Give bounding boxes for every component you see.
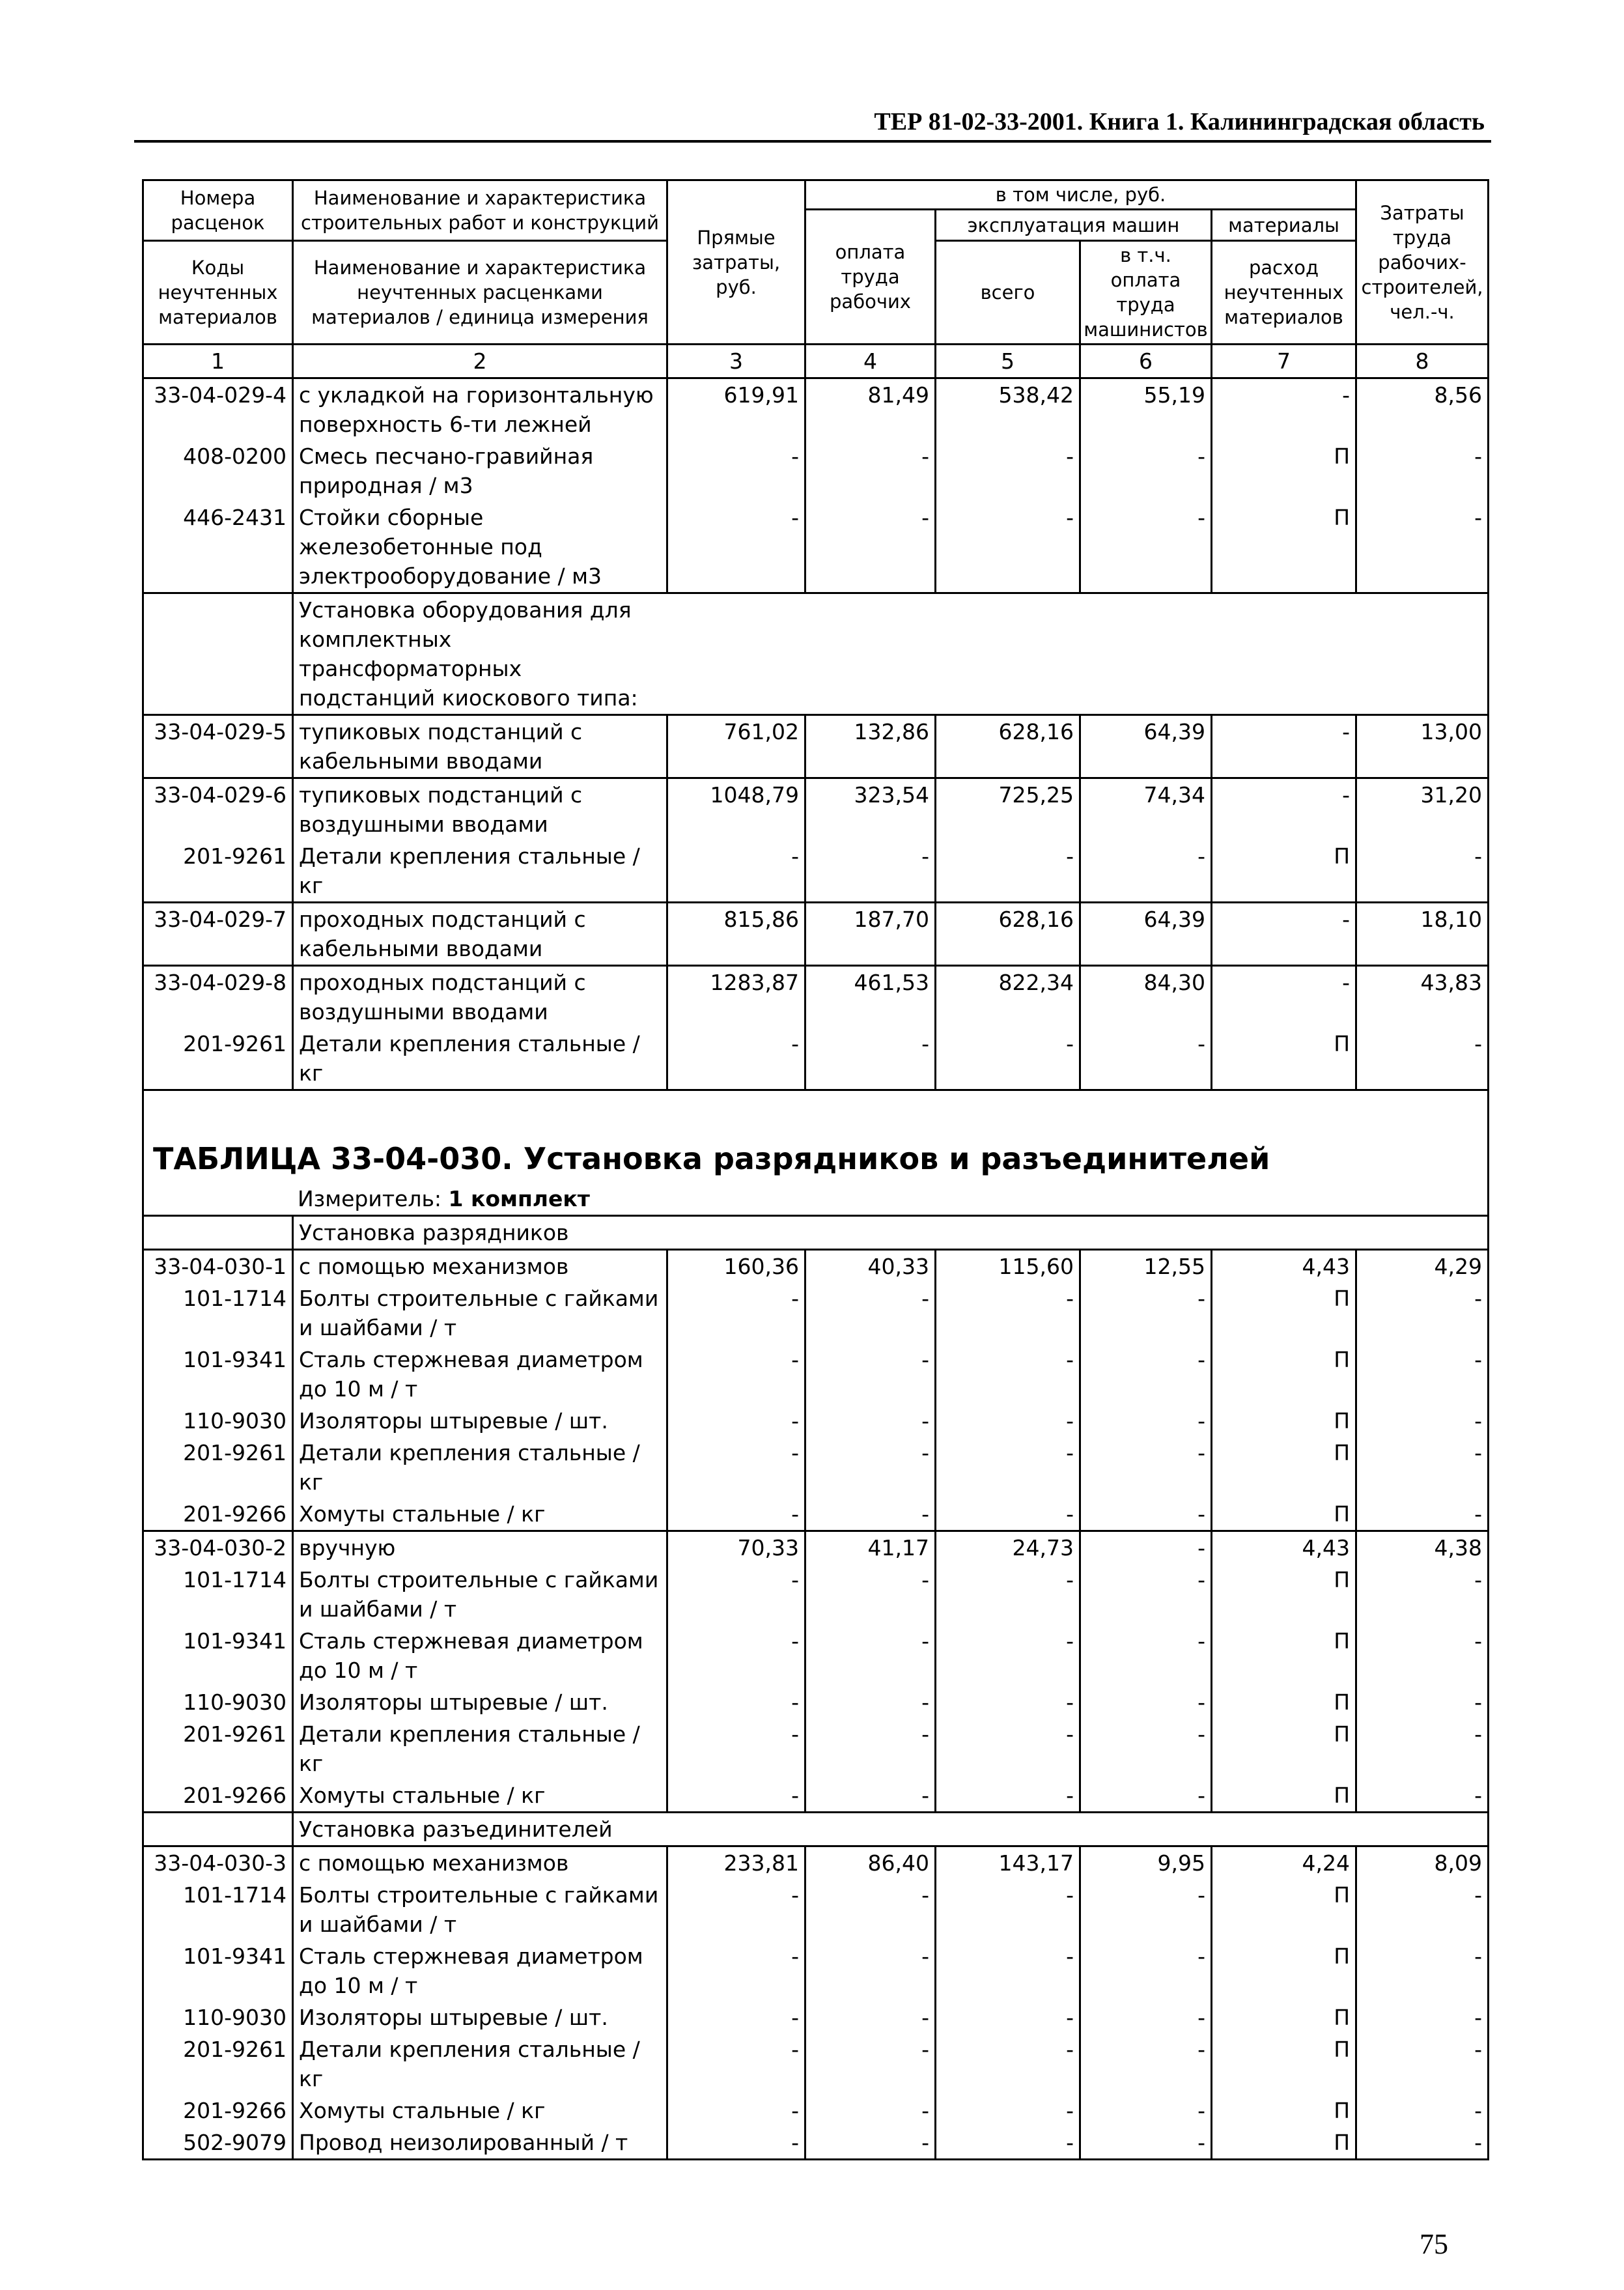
row-materials-unaccounted: - (1212, 715, 1356, 778)
row-machine-labor: - (1080, 1344, 1212, 1405)
row-name: Детали крепления стальные / кг (293, 2033, 667, 2095)
row-machine-labor: - (1080, 1437, 1212, 1498)
row-name: Детали крепления стальные / кг (293, 1437, 667, 1498)
row-materials-unaccounted: П (1212, 1028, 1356, 1090)
row-labor-pay: - (805, 502, 936, 593)
row-materials-unaccounted: П (1212, 1879, 1356, 1940)
row-labor-pay: 132,86 (805, 715, 936, 778)
row-machine-labor: - (1080, 502, 1212, 593)
row-direct-cost: - (667, 2033, 805, 2095)
row-machine-labor: - (1080, 1718, 1212, 1779)
table-row (143, 2033, 1489, 2095)
row-labor-pay: - (805, 1344, 936, 1405)
row-code: 201-9261 (143, 1028, 293, 1090)
row-labor-pay: - (805, 1779, 936, 1813)
table-row (143, 840, 1489, 903)
col-machines-total: всего (936, 241, 1080, 345)
row-name: с помощью механизмов (293, 1250, 667, 1283)
row-machine-total: - (936, 1940, 1080, 2001)
row-code: 110-9030 (143, 2001, 293, 2033)
header-rule (134, 140, 1491, 143)
row-machine-total: 822,34 (936, 966, 1080, 1028)
row-direct-cost: 233,81 (667, 1846, 805, 1880)
row-code: 101-9341 (143, 1625, 293, 1686)
row-labor-pay: - (805, 1564, 936, 1625)
row-direct-cost: - (667, 1686, 805, 1718)
row-direct-cost: - (667, 1779, 805, 1813)
row-code: 502-9079 (143, 2127, 293, 2160)
row-materials-unaccounted: 4,24 (1212, 1846, 1356, 1880)
table-row (143, 1779, 1489, 1813)
row-labor-pay: 81,49 (805, 378, 936, 441)
row-name: с укладкой на горизонтальную поверхность 6-ти лежней (293, 378, 667, 441)
row-labor-pay: - (805, 440, 936, 502)
row-labor-hours: - (1356, 1564, 1489, 1625)
row-name: с помощью механизмов (293, 1846, 667, 1880)
row-machine-labor: - (1080, 1028, 1212, 1090)
row-labor-hours: - (1356, 1028, 1489, 1090)
row-materials-unaccounted: П (1212, 1718, 1356, 1779)
row-direct-cost: - (667, 1625, 805, 1686)
table-row (143, 966, 1489, 1028)
row-machine-labor: - (1080, 2033, 1212, 2095)
row-machine-total: 725,25 (936, 778, 1080, 841)
table-row (143, 1940, 1489, 2001)
row-materials-unaccounted: - (1212, 378, 1356, 441)
row-materials-unaccounted: 4,43 (1212, 1250, 1356, 1283)
row-direct-cost: - (667, 502, 805, 593)
table-title-cell (143, 1090, 1489, 1216)
row-code: 33-04-030-1 (143, 1250, 293, 1283)
row-machine-labor: - (1080, 840, 1212, 903)
row-machine-labor: 55,19 (1080, 378, 1212, 441)
row-name: Сталь стержневая диаметром до 10 м / т (293, 1625, 667, 1686)
row-labor-pay: - (805, 1282, 936, 1344)
row-labor-hours: - (1356, 1718, 1489, 1779)
row-labor-hours: - (1356, 1779, 1489, 1813)
table-row (143, 440, 1489, 502)
column-number: 5 (936, 345, 1080, 378)
row-direct-cost: 160,36 (667, 1250, 805, 1283)
table-row (143, 2001, 1489, 2033)
row-name: Хомуты стальные / кг (293, 1498, 667, 1531)
row-machine-labor: 9,95 (1080, 1846, 1212, 1880)
row-code: 33-04-030-3 (143, 1846, 293, 1880)
row-labor-hours: 4,29 (1356, 1250, 1489, 1283)
row-name: проходных подстанций с воздушными вводами (293, 966, 667, 1028)
row-name: Сталь стержневая диаметром до 10 м / т (293, 1344, 667, 1405)
row-labor-hours: - (1356, 1879, 1489, 1940)
row-labor-hours: - (1356, 840, 1489, 903)
table-row (143, 1028, 1489, 1090)
row-name: Изоляторы штыревые / шт. (293, 1686, 667, 1718)
row-labor-hours: 4,38 (1356, 1531, 1489, 1564)
row-machine-total: - (936, 1686, 1080, 1718)
row-machine-labor: - (1080, 1940, 1212, 2001)
column-number: 7 (1212, 345, 1356, 378)
table-row (143, 1282, 1489, 1344)
row-code: 33-04-030-2 (143, 1531, 293, 1564)
row-labor-pay: 86,40 (805, 1846, 936, 1880)
row-name: Болты строительные с гайками и шайбами / т (293, 1879, 667, 1940)
table-row (143, 1846, 1489, 1880)
row-machine-total: 143,17 (936, 1846, 1080, 1880)
row-direct-cost: - (667, 1940, 805, 2001)
page-number: 75 (1420, 2228, 1448, 2260)
column-number: 6 (1080, 345, 1212, 378)
row-name: Болты строительные с гайками и шайбами / т (293, 1564, 667, 1625)
row-labor-pay: - (805, 1718, 936, 1779)
row-materials-unaccounted: П (1212, 2001, 1356, 2033)
row-code: 110-9030 (143, 1686, 293, 1718)
row-code: 33-04-029-7 (143, 903, 293, 966)
row-materials-unaccounted: П (1212, 1437, 1356, 1498)
row-code: 33-04-029-5 (143, 715, 293, 778)
table-row (143, 1625, 1489, 1686)
row-code: 101-9341 (143, 1344, 293, 1405)
section-row (143, 593, 1489, 715)
table-row (143, 1250, 1489, 1283)
col-labor: оплата труда рабочих (805, 210, 936, 345)
row-direct-cost: 70,33 (667, 1531, 805, 1564)
row-machine-total: - (936, 1405, 1080, 1437)
row-machine-labor: - (1080, 440, 1212, 502)
table-row (143, 1686, 1489, 1718)
row-materials-unaccounted: 4,43 (1212, 1531, 1356, 1564)
row-labor-hours: - (1356, 502, 1489, 593)
row-machine-total: - (936, 1028, 1080, 1090)
row-machine-total: 115,60 (936, 1250, 1080, 1283)
row-direct-cost: - (667, 840, 805, 903)
section-heading-text: Установка разъединителей (299, 1816, 613, 1842)
row-machine-labor: 74,34 (1080, 778, 1212, 841)
row-machine-total: 628,16 (936, 903, 1080, 966)
row-code: 201-9266 (143, 1498, 293, 1531)
row-labor-pay: - (805, 840, 936, 903)
table-row (143, 2095, 1489, 2127)
row-direct-cost: - (667, 1879, 805, 1940)
section-row (143, 1216, 1489, 1250)
row-machine-labor: - (1080, 1405, 1212, 1437)
row-materials-unaccounted: П (1212, 440, 1356, 502)
col-incl: в том числе, руб. (805, 180, 1356, 210)
col-materials: материалы (1212, 210, 1356, 241)
row-labor-hours: 8,09 (1356, 1846, 1489, 1880)
rates-table (142, 179, 1489, 2160)
row-direct-cost: 761,02 (667, 715, 805, 778)
row-labor-hours: - (1356, 1940, 1489, 2001)
measure-line (144, 1177, 1487, 1215)
column-number: 8 (1356, 345, 1489, 378)
row-name: Хомуты стальные / кг (293, 2095, 667, 2127)
row-name: Хомуты стальные / кг (293, 1779, 667, 1813)
row-machine-total: - (936, 1879, 1080, 1940)
row-name: Стойки сборные железобетонные под электрооборудование / м3 (293, 502, 667, 593)
row-machine-labor: - (1080, 1686, 1212, 1718)
row-machine-total: 628,16 (936, 715, 1080, 778)
row-machine-labor: - (1080, 1564, 1212, 1625)
row-machine-total: - (936, 1779, 1080, 1813)
row-direct-cost: - (667, 1028, 805, 1090)
row-materials-unaccounted: П (1212, 1344, 1356, 1405)
column-number: 1 (143, 345, 293, 378)
row-machine-total: - (936, 1498, 1080, 1531)
section-heading-text: Установка оборудования для комплектных трансформаторных подстанций киоскового типа: (299, 597, 638, 711)
row-name: проходных подстанций с кабельными вводами (293, 903, 667, 966)
row-machine-labor: - (1080, 1531, 1212, 1564)
table-row (143, 1498, 1489, 1531)
row-direct-cost: 815,86 (667, 903, 805, 966)
col-machines-labor: в т.ч. оплата труда машинистов (1080, 241, 1212, 345)
row-code: 201-9261 (143, 1718, 293, 1779)
row-labor-hours: - (1356, 1625, 1489, 1686)
row-name: Изоляторы штыревые / шт. (293, 1405, 667, 1437)
row-machine-labor: - (1080, 1282, 1212, 1344)
row-machine-labor: - (1080, 2095, 1212, 2127)
row-machine-labor: 64,39 (1080, 903, 1212, 966)
col-machines: эксплуатация машин (936, 210, 1212, 241)
row-direct-cost: - (667, 1344, 805, 1405)
row-machine-total: - (936, 1718, 1080, 1779)
row-labor-hours: - (1356, 2095, 1489, 2127)
row-code: 101-1714 (143, 1564, 293, 1625)
table-row (143, 2127, 1489, 2160)
row-name: тупиковых подстанций с кабельными вводами (293, 715, 667, 778)
row-labor-pay: 187,70 (805, 903, 936, 966)
row-code: 201-9266 (143, 2095, 293, 2127)
row-labor-pay: - (805, 1498, 936, 1531)
row-machine-labor: 12,55 (1080, 1250, 1212, 1283)
row-code: 33-04-029-4 (143, 378, 293, 441)
row-labor-hours: - (1356, 2001, 1489, 2033)
row-labor-hours: - (1356, 2033, 1489, 2095)
row-machine-labor: - (1080, 2127, 1212, 2160)
page-header: ТЕР 81-02-33-2001. Книга 1. Калининградская область (874, 108, 1485, 135)
table-row (143, 715, 1489, 778)
row-materials-unaccounted: - (1212, 778, 1356, 841)
row-name: тупиковых подстанций с воздушными вводами (293, 778, 667, 841)
row-code: 101-1714 (143, 1282, 293, 1344)
column-number: 3 (667, 345, 805, 378)
table-row (143, 778, 1489, 841)
row-labor-hours: 18,10 (1356, 903, 1489, 966)
row-name: Изоляторы штыревые / шт. (293, 2001, 667, 2033)
row-machine-labor: - (1080, 1625, 1212, 1686)
row-materials-unaccounted: П (1212, 1625, 1356, 1686)
row-labor-hours: - (1356, 1686, 1489, 1718)
row-materials-unaccounted: П (1212, 502, 1356, 593)
row-machine-total: - (936, 1437, 1080, 1498)
table-row (143, 1879, 1489, 1940)
row-name: Сталь стержневая диаметром до 10 м / т (293, 1940, 667, 2001)
row-name: Провод неизолированный / т (293, 2127, 667, 2160)
row-code: 408-0200 (143, 440, 293, 502)
col-labor-cost: Затраты труда рабочих-строителей, чел.-ч. (1356, 180, 1489, 345)
row-code: 201-9261 (143, 840, 293, 903)
row-labor-pay: 40,33 (805, 1250, 936, 1283)
row-direct-cost: 1048,79 (667, 778, 805, 841)
column-number: 4 (805, 345, 936, 378)
row-materials-unaccounted: - (1212, 903, 1356, 966)
table-row (143, 1405, 1489, 1437)
section-heading-text: Установка разрядников (299, 1220, 569, 1245)
row-name: Детали крепления стальные / кг (293, 1718, 667, 1779)
col-codes-top: Номера расценок (143, 180, 293, 241)
table-row (143, 378, 1489, 441)
row-labor-pay: 323,54 (805, 778, 936, 841)
row-code: 201-9266 (143, 1779, 293, 1813)
row-machine-labor: - (1080, 1779, 1212, 1813)
row-name: Смесь песчано-гравийная природная / м3 (293, 440, 667, 502)
row-code: 446-2431 (143, 502, 293, 593)
row-name: Болты строительные с гайками и шайбами / т (293, 1282, 667, 1344)
table-title: ТАБЛИЦА 33-04-030. Установка разрядников и разъединителей (153, 1141, 1270, 1176)
table-row (143, 502, 1489, 593)
row-direct-cost: 1283,87 (667, 966, 805, 1028)
row-direct-cost: - (667, 2095, 805, 2127)
row-materials-unaccounted: П (1212, 2033, 1356, 2095)
row-materials-unaccounted: П (1212, 1940, 1356, 2001)
row-code: 101-1714 (143, 1879, 293, 1940)
table-row (143, 1564, 1489, 1625)
row-code: 110-9030 (143, 1405, 293, 1437)
row-machine-total: - (936, 440, 1080, 502)
row-direct-cost: - (667, 1437, 805, 1498)
col-name-top: Наименование и характеристика строительных работ и конструкций (293, 180, 667, 241)
row-labor-hours: 8,56 (1356, 378, 1489, 441)
row-machine-total: - (936, 2095, 1080, 2127)
table-title-row (143, 1090, 1489, 1216)
row-machine-total: 24,73 (936, 1531, 1080, 1564)
table-row (143, 1437, 1489, 1498)
row-materials-unaccounted: П (1212, 2095, 1356, 2127)
row-labor-pay: 461,53 (805, 966, 936, 1028)
row-machine-labor: - (1080, 1498, 1212, 1531)
row-name: Детали крепления стальные / кг (293, 840, 667, 903)
row-machine-labor: - (1080, 2001, 1212, 2033)
row-materials-unaccounted: П (1212, 1686, 1356, 1718)
row-materials-unaccounted: - (1212, 966, 1356, 1028)
row-code: 101-9341 (143, 1940, 293, 2001)
column-numbers-row (143, 345, 1489, 378)
row-code: 33-04-029-8 (143, 966, 293, 1028)
row-labor-hours: 31,20 (1356, 778, 1489, 841)
row-labor-pay: - (805, 1437, 936, 1498)
row-materials-unaccounted: П (1212, 1405, 1356, 1437)
row-machine-total: - (936, 2127, 1080, 2160)
row-labor-hours: - (1356, 1437, 1489, 1498)
row-labor-hours: 13,00 (1356, 715, 1489, 778)
row-name: вручную (293, 1531, 667, 1564)
row-machine-total: - (936, 2001, 1080, 2033)
row-machine-total: - (936, 1625, 1080, 1686)
section-heading (293, 1813, 1489, 1846)
row-labor-hours: - (1356, 440, 1489, 502)
row-materials-unaccounted: П (1212, 2127, 1356, 2160)
row-materials-unaccounted: П (1212, 1779, 1356, 1813)
row-code: 201-9261 (143, 1437, 293, 1498)
col-direct: Прямые затраты, руб. (667, 180, 805, 345)
row-materials-unaccounted: П (1212, 1498, 1356, 1531)
row-machine-total: - (936, 840, 1080, 903)
row-labor-hours: 43,83 (1356, 966, 1489, 1028)
column-number: 2 (293, 345, 667, 378)
row-direct-cost: - (667, 1718, 805, 1779)
row-code: 33-04-029-6 (143, 778, 293, 841)
row-labor-pay: 41,17 (805, 1531, 936, 1564)
row-labor-pay: - (805, 1405, 936, 1437)
row-machine-total: - (936, 502, 1080, 593)
row-direct-cost: - (667, 2127, 805, 2160)
row-materials-unaccounted: П (1212, 840, 1356, 903)
row-direct-cost: - (667, 1498, 805, 1531)
col-name-bottom: Наименование и характеристика неучтенных расценками материалов / единица измерения (293, 241, 667, 345)
row-machine-total: - (936, 2033, 1080, 2095)
row-labor-pay: - (805, 1028, 936, 1090)
row-direct-cost: - (667, 1564, 805, 1625)
row-labor-pay: - (805, 2127, 936, 2160)
row-direct-cost: - (667, 1405, 805, 1437)
table-row (143, 1531, 1489, 1564)
row-machine-total: - (936, 1282, 1080, 1344)
row-labor-hours: - (1356, 1405, 1489, 1437)
row-machine-total: 538,42 (936, 378, 1080, 441)
row-machine-labor: 64,39 (1080, 715, 1212, 778)
col-codes-bottom: Коды неучтенных материалов (143, 241, 293, 345)
row-labor-hours: - (1356, 1282, 1489, 1344)
row-machine-labor: - (1080, 1879, 1212, 1940)
table-row (143, 1344, 1489, 1405)
measure-value: 1 комплект (448, 1186, 590, 1211)
col-materials-unaccounted: расход неучтенных материалов (1212, 241, 1356, 345)
row-labor-pay: - (805, 1879, 936, 1940)
row-materials-unaccounted: П (1212, 1564, 1356, 1625)
row-labor-pay: - (805, 1686, 936, 1718)
row-labor-hours: - (1356, 1498, 1489, 1531)
row-labor-pay: - (805, 2095, 936, 2127)
row-direct-cost: - (667, 440, 805, 502)
row-labor-hours: - (1356, 1344, 1489, 1405)
row-direct-cost: - (667, 2001, 805, 2033)
row-labor-pay: - (805, 1625, 936, 1686)
row-code: 201-9261 (143, 2033, 293, 2095)
row-direct-cost: 619,91 (667, 378, 805, 441)
row-materials-unaccounted: П (1212, 1282, 1356, 1344)
section-heading (293, 593, 1489, 715)
row-machine-total: - (936, 1344, 1080, 1405)
row-labor-pay: - (805, 2033, 936, 2095)
row-labor-hours: - (1356, 2127, 1489, 2160)
table-row (143, 1718, 1489, 1779)
measure-label: Измеритель: (298, 1186, 442, 1211)
row-machine-total: - (936, 1564, 1080, 1625)
row-direct-cost: - (667, 1282, 805, 1344)
row-labor-pay: - (805, 2001, 936, 2033)
section-heading (293, 1216, 1489, 1250)
row-machine-labor: 84,30 (1080, 966, 1212, 1028)
row-name: Детали крепления стальные / кг (293, 1028, 667, 1090)
section-row (143, 1813, 1489, 1846)
table-row (143, 903, 1489, 966)
row-labor-pay: - (805, 1940, 936, 2001)
